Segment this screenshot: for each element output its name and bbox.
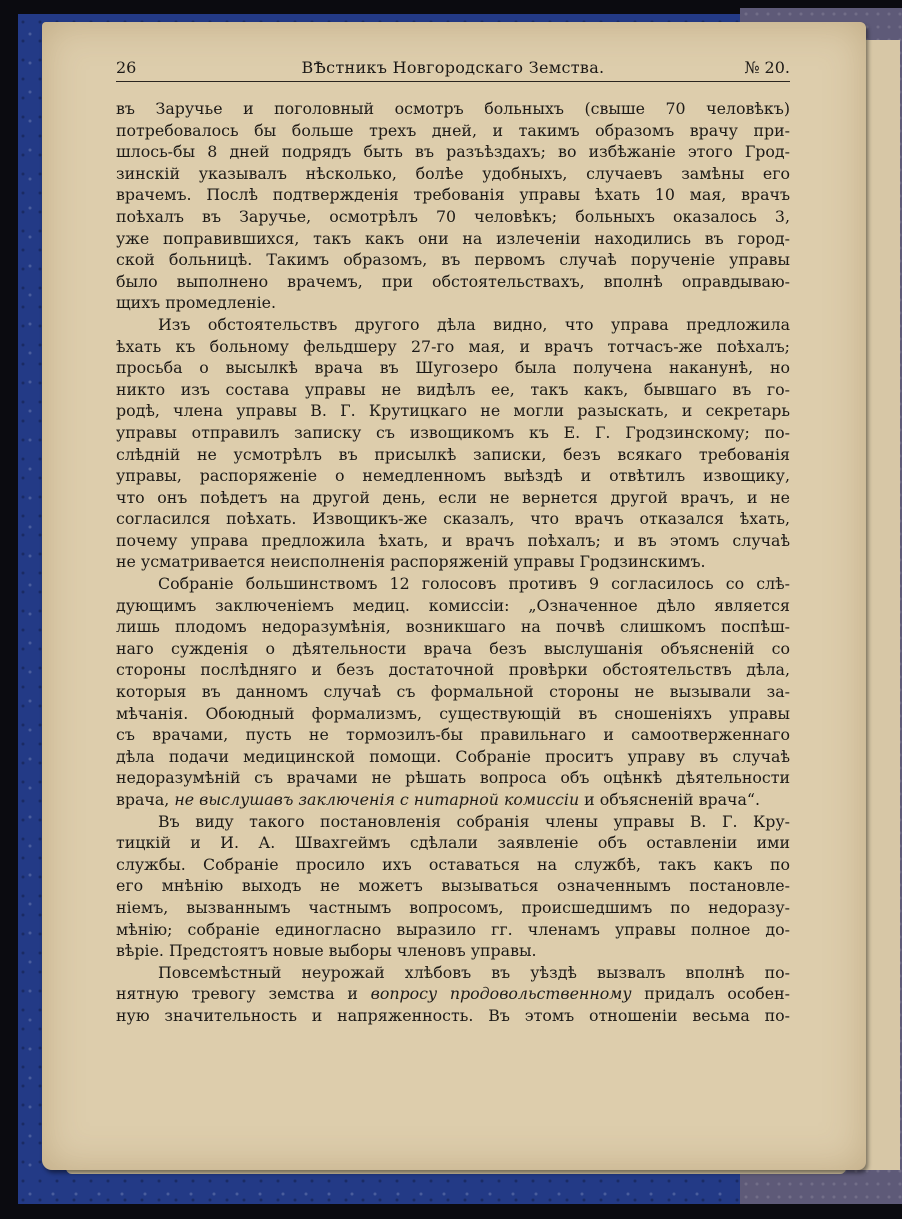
- text-segment: врача,: [116, 790, 175, 809]
- text-line: съ врачами, пусть не тормозилъ-бы правильнаго и самоотверженнаго: [116, 725, 790, 745]
- text-line: согласился поѣхать. Извощикъ-же сказалъ, что врачъ отказался ѣхать,: [116, 509, 790, 529]
- text-line: поѣхалъ въ Заручье, осмотрѣлъ 70 человѣкъ; больныхъ оказалось 3,: [116, 206, 790, 226]
- text-line: которыя въ данномъ случаѣ съ формальной стороны не вызывали за-: [116, 682, 790, 702]
- text-line-with-italic: [116, 789, 790, 811]
- text-line: тицкій и И. А. Швахгеймъ сдѣлали заявленіе объ оставленіи ими: [116, 833, 790, 853]
- body-text: [116, 98, 790, 1027]
- text-line: родѣ, члена управы В. Г. Крутицкаго не могли разыскать, и секретарь: [116, 401, 790, 421]
- text-line: не усматривается неисполненія распоряженій управы Гродзинскимъ.: [116, 552, 706, 572]
- text-line: наго сужденія о дѣятельности врача безъ выслушанія объясненій со: [116, 638, 790, 658]
- text-line-with-italic: [116, 983, 790, 1005]
- text-line: никто изъ состава управы не видѣлъ ее, такъ какъ, бывшаго въ го-: [116, 379, 790, 399]
- text-segment: и объясненій врача“.: [579, 790, 760, 809]
- text-line: недоразумѣній съ врачами не рѣшать вопроса объ оцѣнкѣ дѣятельности: [116, 768, 790, 788]
- text-line: слѣдній не усмотрѣлъ въ присылкѣ записки, безъ всякаго требованія: [116, 444, 790, 464]
- text-line: управы отправилъ записку съ извощикомъ къ Е. Г. Гродзинскому; по-: [116, 422, 790, 442]
- italic-phrase: не выслушавъ заключенія с нитарной комиссіи: [174, 790, 580, 809]
- text-line: ской больницѣ. Такимъ образомъ, въ первомъ случаѣ порученіе управы: [116, 250, 790, 270]
- text-line: службы. Собраніе просило ихъ оставаться на службѣ, такъ какъ по: [116, 854, 790, 874]
- journal-title: ВѢстникъ Новгородскаго Земства.: [301, 58, 605, 77]
- text-line: Въ виду такого постановленія собранія члены управы В. Г. Кру-: [158, 811, 790, 831]
- text-line: уже поправившихся, такъ какъ они на излеченіи находились въ город-: [116, 228, 790, 248]
- text-line: дующимъ заключеніемъ медиц. комиссіи: „Означенное дѣло является: [116, 595, 790, 615]
- text-line: въ Заручье и поголовный осмотръ больныхъ (свыше 70 человѣкъ): [116, 99, 790, 118]
- text-line: Повсемѣстный неурожай хлѣбовъ въ уѣздѣ вызвалъ вполнѣ по-: [158, 962, 790, 982]
- italic-phrase: вопросу продовольственному: [370, 984, 632, 1004]
- text-line: почему управа предложила ѣхать, и врачъ поѣхалъ; и въ этомъ случаѣ: [116, 530, 790, 550]
- text-line: управы, распоряженіе о немедленномъ выѣздѣ и отвѣтилъ извощику,: [116, 466, 790, 486]
- text-line: ніемъ, вызваннымъ частнымъ вопросомъ, происшедшимъ по недоразу-: [116, 897, 790, 917]
- text-line: Собраніе большинствомъ 12 голосовъ противъ 9 согласилось со слѣ-: [158, 574, 790, 594]
- issue-number: № 20.: [744, 58, 790, 77]
- text-line: мѣчанія. Обоюдный формализмъ, существующій въ сношеніяхъ управы: [116, 703, 790, 723]
- text-line: дѣла подачи медицинской помощи. Собраніе проситъ управу въ случаѣ: [116, 746, 790, 766]
- text-line: было выполнено врачемъ, при обстоятельствахъ, вполнѣ оправдываю-: [116, 271, 790, 291]
- text-line: зинскій указывалъ нѣсколько, болѣе удобныхъ, случаевъ замѣны его: [116, 163, 790, 183]
- text-line: Изъ обстоятельствъ другого дѣла видно, что управа предложила: [158, 314, 790, 334]
- text-line: ную значительность и напряженность. Въ этомъ отношеніи весьма по-: [116, 1005, 790, 1025]
- text-line: шлось-бы 8 дней подрядъ быть въ разъѣздахъ; во избѣжаніе этого Грод-: [116, 142, 790, 162]
- text-line: врачемъ. Послѣ подтвержденія требованія управы ѣхать 10 мая, врачъ: [116, 185, 790, 205]
- text-line: лишь плодомъ недоразумѣнія, возникшаго на почвѣ слишкомъ поспѣш-: [116, 617, 790, 637]
- text-line: его мнѣнію выходъ не можетъ вызываться означеннымъ постановле-: [116, 876, 790, 896]
- page-number: 26: [116, 58, 137, 77]
- text-line: мѣнію; собраніе единогласно выразило гг. членамъ управы полное до-: [116, 919, 790, 939]
- text-line: стороны послѣдняго и безъ достаточной провѣрки обстоятельствъ дѣла,: [116, 660, 790, 680]
- text-line: что онъ поѣдетъ на другой день, если не вернется другой врачъ, и не: [116, 487, 790, 507]
- text-line: потребовалось бы больше трехъ дней, и такимъ образомъ врачу при-: [116, 120, 790, 140]
- text-line: просьба о высылкѣ врача въ Шугозеро была получена наканунѣ, но: [116, 358, 790, 378]
- text-line: щихъ промедленіе.: [116, 293, 277, 313]
- text-segment: придалъ особен-: [631, 984, 790, 1004]
- running-header: [116, 57, 790, 82]
- text-segment: нятную тревогу земства и: [116, 984, 371, 1004]
- text-line: ѣхать къ больному фельдшеру 27-го мая, и врачъ тотчасъ-же поѣхалъ;: [116, 336, 790, 356]
- text-line: вѣріе. Предстоятъ новые выборы членовъ управы.: [116, 941, 537, 961]
